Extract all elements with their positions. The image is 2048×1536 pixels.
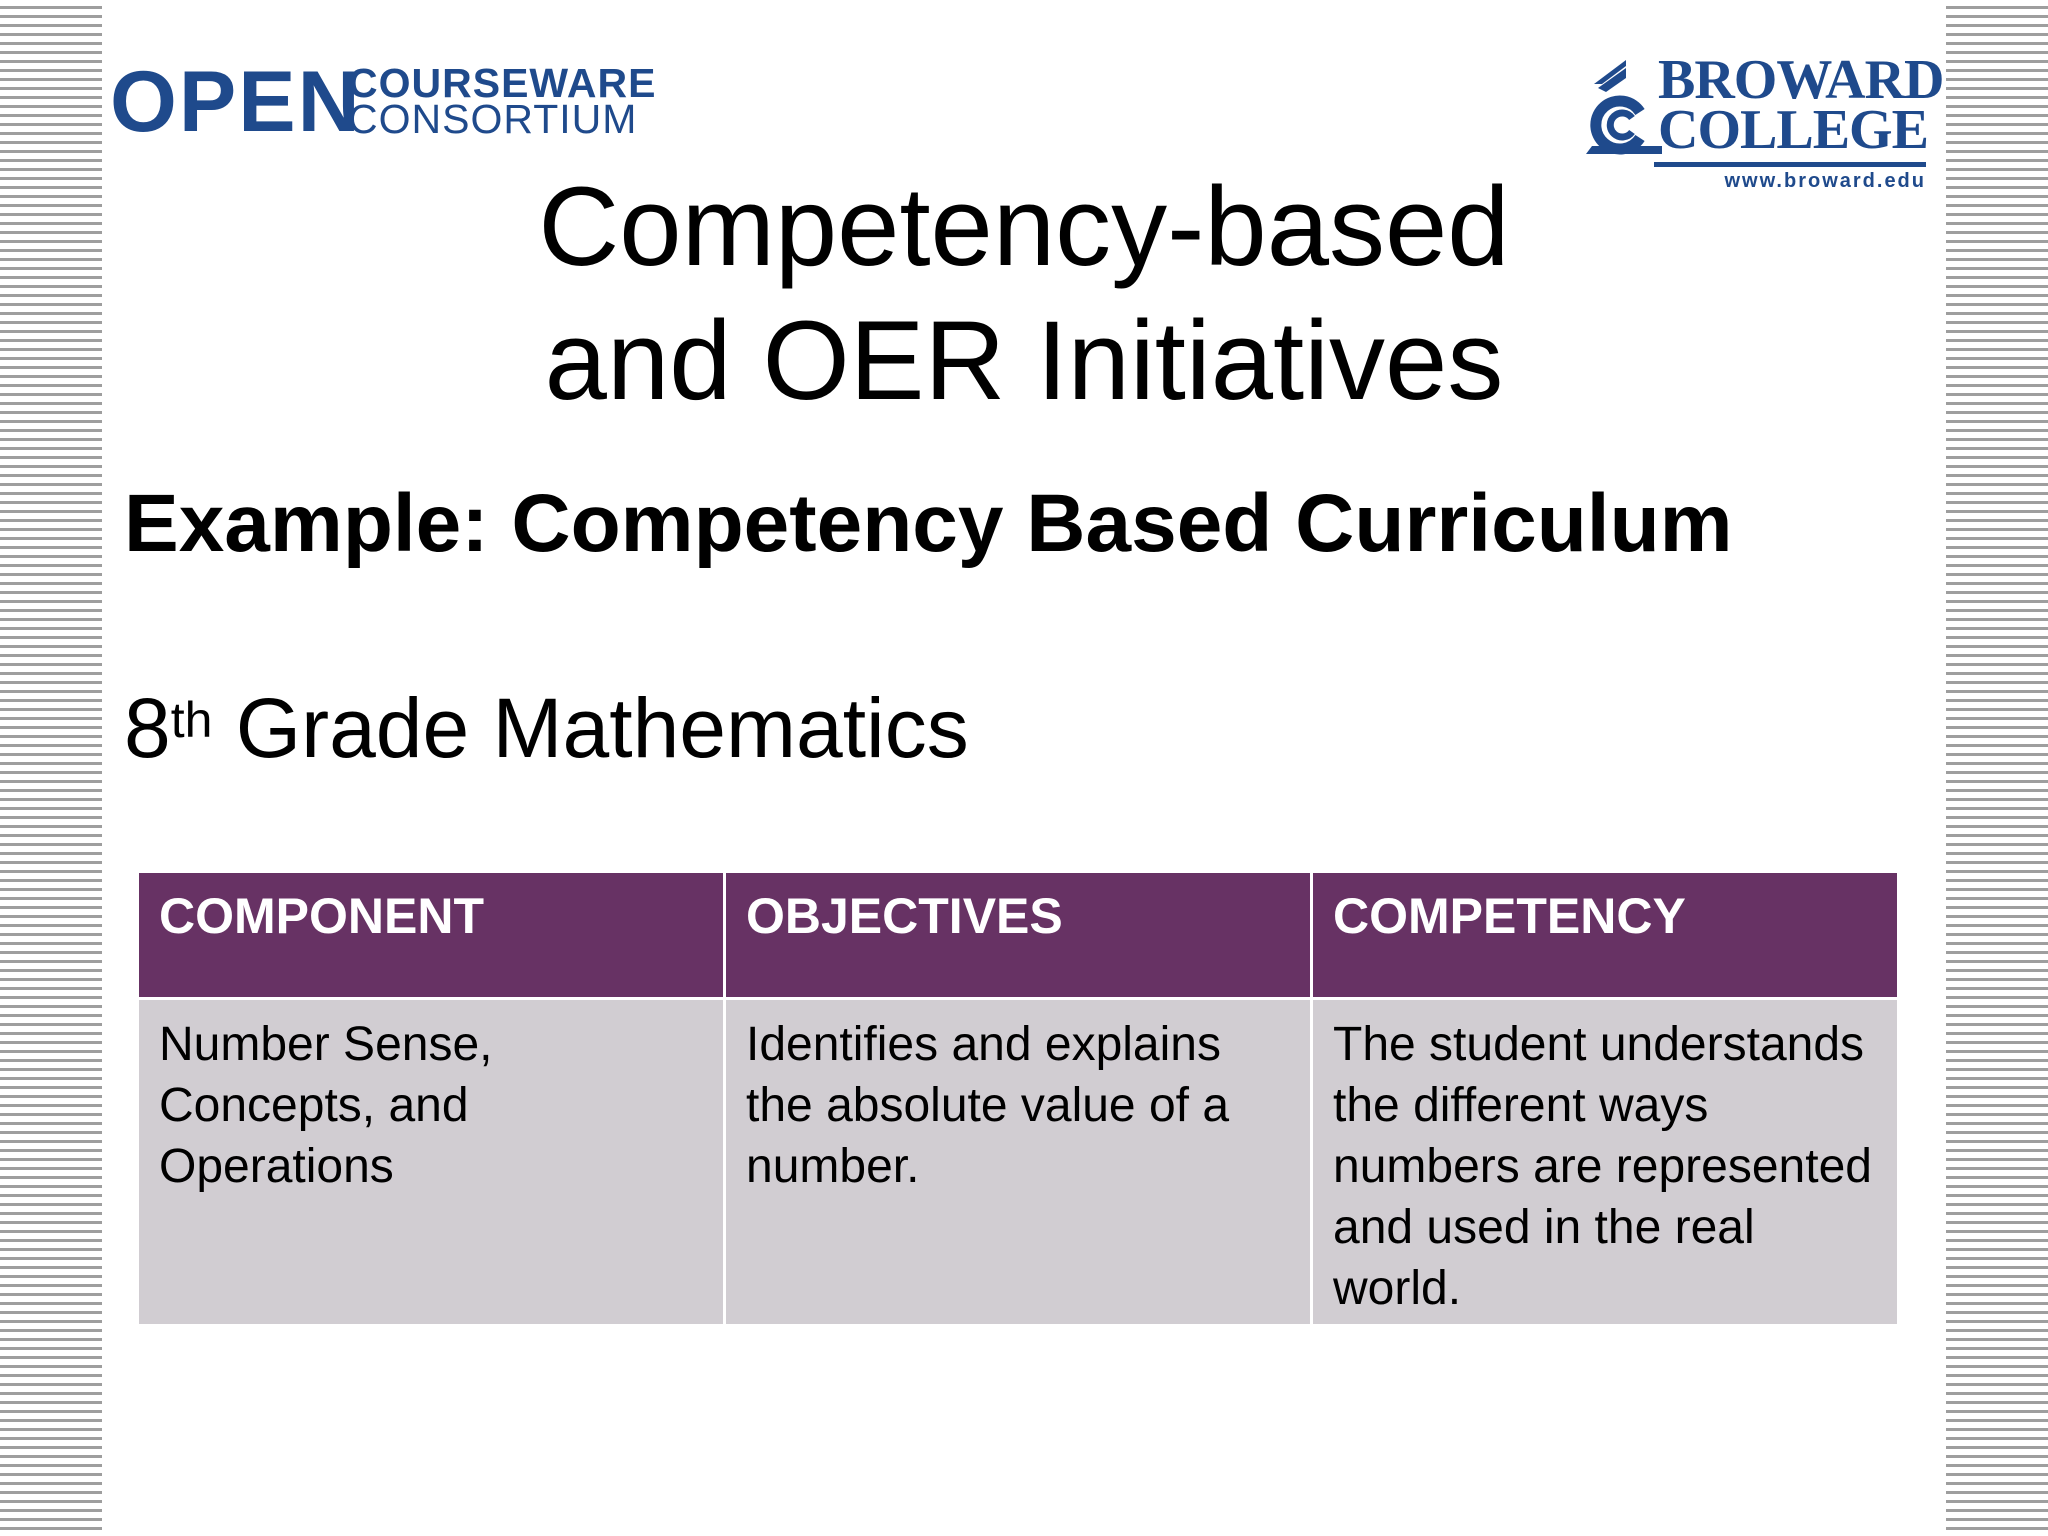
slide-title-line1: Competency-based [538,164,1510,289]
broward-emblem-icon [1582,58,1662,158]
grade-subject: Grade Mathematics [212,681,969,775]
grade-number: 8 [124,681,171,775]
cell-objectives: Identifies and explains the absolute value of a number. [726,1000,1310,1324]
slide-title [0,160,2048,428]
header-competency: COMPETENCY [1313,873,1897,997]
cell-component: Number Sense, Concepts, and Operations [139,1000,723,1324]
ocw-logo-courseware: COURSEWARE [348,60,657,106]
slide-title-line2: and OER Initiatives [544,298,1504,423]
broward-logo-url: www.broward.edu [1724,170,1926,192]
table-header-row [139,873,1897,997]
slide-subtitle: Example: Competency Based Curriculum [124,478,1733,569]
broward-logo-line2: COLLEGE [1658,99,1928,161]
broward-logo-line1: BROWARD [1658,49,1944,111]
table-row [139,1000,1897,1324]
cell-competency: The student understands the different ways numbers are represented and used in the real world. [1313,1000,1897,1324]
header-objectives: OBJECTIVES [726,873,1310,997]
grade-ordinal-suffix: th [170,692,213,748]
ocw-logo-open: OPEN [110,54,362,150]
curriculum-table [136,870,1900,1327]
header-component: COMPONENT [139,873,723,997]
grade-heading [124,680,969,776]
ocw-logo-consortium: CONSORTIUM [348,96,638,142]
